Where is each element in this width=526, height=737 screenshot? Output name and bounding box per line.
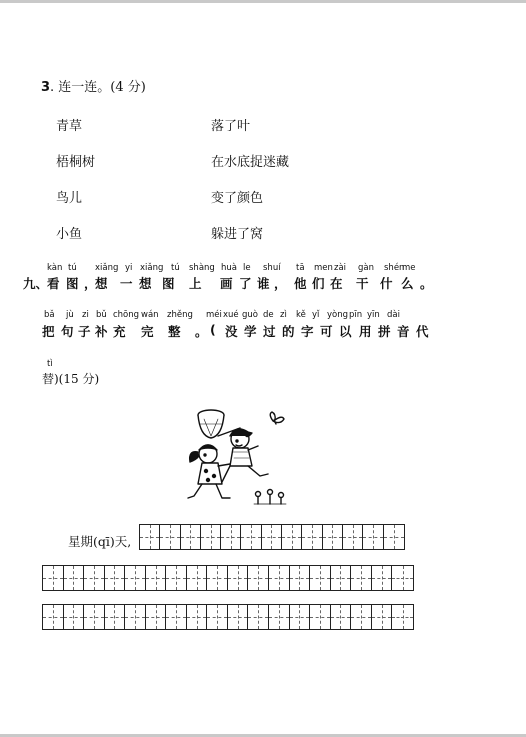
- grid-cell[interactable]: [248, 605, 269, 629]
- grid-cell[interactable]: [372, 605, 393, 629]
- grid-cell[interactable]: [241, 525, 261, 549]
- grid-cell[interactable]: [248, 566, 269, 590]
- match-right-item: 落了叶: [211, 119, 251, 134]
- grid-cell[interactable]: [201, 525, 221, 549]
- grid-cell[interactable]: [290, 605, 311, 629]
- grid-cell[interactable]: [187, 605, 208, 629]
- grid-cell[interactable]: [269, 566, 290, 590]
- question-char: 九、: [23, 276, 49, 291]
- pinyin-syllable: men: [314, 263, 333, 273]
- grid-cell[interactable]: [262, 525, 282, 549]
- question-char: 可: [320, 324, 333, 339]
- question-char: 以: [339, 324, 352, 339]
- match-left-item: 梧桐树: [56, 155, 96, 170]
- question-char: 什: [380, 276, 393, 291]
- question-char: 想: [139, 276, 152, 291]
- pinyin-row-3: tì: [47, 359, 53, 369]
- question-char: 学: [244, 324, 257, 339]
- grid-cell[interactable]: [310, 566, 331, 590]
- grid-cell[interactable]: [302, 525, 322, 549]
- question-char: 把: [42, 324, 55, 339]
- grid-cell[interactable]: [228, 566, 249, 590]
- pinyin-syllable: jù: [66, 310, 74, 320]
- pinyin-syllable: yīn: [367, 310, 380, 320]
- question-char: 图: [162, 276, 175, 291]
- pinyin-syllable: wán: [141, 310, 159, 320]
- pinyin-syllable: guò: [242, 310, 258, 320]
- question-char: 画: [220, 276, 233, 291]
- grid-cell[interactable]: [363, 525, 383, 549]
- question-char: 图: [66, 276, 79, 291]
- writing-grid-row-2[interactable]: [42, 565, 414, 591]
- pinyin-syllable: huà: [221, 263, 237, 273]
- question-char: 上: [189, 276, 202, 291]
- question-char: 代: [416, 324, 429, 339]
- question-char: 想: [95, 276, 108, 291]
- match-left-item: 青草: [56, 119, 83, 134]
- grid-cell[interactable]: [392, 605, 413, 629]
- children-catching-butterfly-illustration: [178, 406, 290, 506]
- pinyin-syllable: gàn: [358, 263, 374, 273]
- grid-cell[interactable]: [207, 605, 228, 629]
- pinyin-syllable: xiǎng: [140, 263, 164, 273]
- pinyin-syllable: yi: [125, 263, 133, 273]
- grid-cell[interactable]: [331, 566, 352, 590]
- grid-cell[interactable]: [282, 525, 302, 549]
- question-char: 过: [263, 324, 276, 339]
- grid-cell[interactable]: [84, 566, 105, 590]
- pinyin-syllable: zì: [280, 310, 287, 320]
- question-char: 。: [420, 276, 433, 291]
- match-right-item: 在水底捉迷藏: [211, 155, 290, 170]
- question-char: 了: [239, 276, 252, 291]
- writing-prefix: 星期(qī)天,: [68, 534, 132, 549]
- grid-cell[interactable]: [372, 566, 393, 590]
- grid-cell[interactable]: [64, 605, 85, 629]
- grid-cell[interactable]: [105, 605, 126, 629]
- question-char: 用: [359, 324, 372, 339]
- grid-cell[interactable]: [351, 566, 372, 590]
- question-char: ，: [84, 276, 97, 291]
- question-char: 在: [330, 276, 343, 291]
- question-char: 子: [78, 324, 91, 339]
- grid-cell[interactable]: [166, 605, 187, 629]
- pinyin-syllable: le: [243, 263, 251, 273]
- question-char: 拼: [378, 324, 391, 339]
- writing-grid-row-3[interactable]: [42, 604, 414, 630]
- question-char: 补: [95, 324, 108, 339]
- grid-cell[interactable]: [392, 566, 413, 590]
- pinyin-syllable: tú: [171, 263, 180, 273]
- question-char: 们: [312, 276, 325, 291]
- pinyin-syllable: dài: [387, 310, 400, 320]
- grid-cell[interactable]: [228, 605, 249, 629]
- pinyin-syllable: kě: [296, 310, 306, 320]
- question-char: 整: [168, 324, 181, 339]
- pinyin-syllable: xué: [223, 310, 239, 320]
- question-char: 的: [282, 324, 295, 339]
- grid-cell[interactable]: [64, 566, 85, 590]
- pinyin-syllable: shén: [384, 263, 405, 273]
- grid-cell[interactable]: [43, 566, 64, 590]
- question-char: 完: [141, 324, 154, 339]
- pinyin-syllable: zài: [334, 263, 347, 273]
- question-char: 一: [120, 276, 133, 291]
- grid-cell[interactable]: [146, 566, 167, 590]
- grid-cell[interactable]: [125, 566, 146, 590]
- pinyin-syllable: xiǎng: [95, 263, 119, 273]
- question-char: 音: [397, 324, 410, 339]
- match-right-item: 变了颜色: [211, 191, 264, 206]
- question-3-title-text: . 连一连。(4 分): [50, 80, 146, 95]
- grid-cell[interactable]: [125, 605, 146, 629]
- question-3-title: [41, 76, 146, 95]
- pinyin-syllable: kàn: [47, 263, 63, 273]
- question-char: ，: [274, 276, 287, 291]
- pinyin-syllable: méi: [206, 310, 222, 320]
- grid-cell[interactable]: [269, 605, 290, 629]
- grid-cell[interactable]: [43, 605, 64, 629]
- question-char: 字: [301, 324, 314, 339]
- grid-cell[interactable]: [166, 566, 187, 590]
- grid-cell[interactable]: [290, 566, 311, 590]
- question-char: 充: [113, 324, 126, 339]
- question-char: 句: [61, 324, 74, 339]
- grid-cell[interactable]: [181, 525, 201, 549]
- match-right-item: 躲进了窝: [211, 227, 264, 242]
- grid-cell[interactable]: [160, 525, 180, 549]
- pinyin-syllable: zhěng: [167, 310, 193, 320]
- pinyin-syllable: de: [263, 310, 274, 320]
- match-left-item: 小鱼: [56, 227, 83, 242]
- grid-cell[interactable]: [221, 525, 241, 549]
- pinyin-syllable: tā: [296, 263, 305, 273]
- question-char: (: [210, 322, 216, 337]
- pinyin-syllable: bǎ: [44, 310, 55, 320]
- pinyin-syllable: zi: [82, 310, 89, 320]
- question-number: 3: [41, 80, 51, 95]
- writing-grid-row-1[interactable]: [139, 524, 405, 550]
- question-char: 看: [47, 276, 60, 291]
- pinyin-syllable: yòng: [327, 310, 349, 320]
- grid-cell[interactable]: [146, 605, 167, 629]
- pinyin-syllable: shuí: [263, 263, 281, 273]
- question-9-line-3: 替)(15 分): [42, 372, 100, 386]
- question-char: 么: [401, 276, 414, 291]
- pinyin-syllable: tú: [68, 263, 77, 273]
- pinyin-syllable: yǐ: [312, 310, 320, 320]
- pinyin-syllable: chōng: [113, 310, 140, 320]
- question-char: 。: [195, 324, 208, 339]
- page-top-border: [0, 0, 526, 3]
- grid-cell[interactable]: [140, 525, 160, 549]
- pinyin-syllable: me: [402, 263, 416, 273]
- grid-cell[interactable]: [323, 525, 343, 549]
- grid-cell[interactable]: [351, 605, 372, 629]
- grid-cell[interactable]: [331, 605, 352, 629]
- question-char: 没: [225, 324, 238, 339]
- grid-cell[interactable]: [310, 605, 331, 629]
- grid-cell[interactable]: [84, 605, 105, 629]
- match-left-item: 鸟儿: [56, 191, 83, 206]
- pinyin-syllable: bǔ: [96, 310, 107, 320]
- pinyin-syllable: pīn: [349, 310, 363, 320]
- grid-cell[interactable]: [187, 566, 208, 590]
- grid-cell[interactable]: [207, 566, 228, 590]
- pinyin-syllable: shàng: [189, 263, 215, 273]
- question-char: 谁: [257, 276, 270, 291]
- grid-cell[interactable]: [105, 566, 126, 590]
- grid-cell[interactable]: [384, 525, 404, 549]
- question-char: 他: [294, 276, 307, 291]
- question-char: 干: [356, 276, 369, 291]
- grid-cell[interactable]: [343, 525, 363, 549]
